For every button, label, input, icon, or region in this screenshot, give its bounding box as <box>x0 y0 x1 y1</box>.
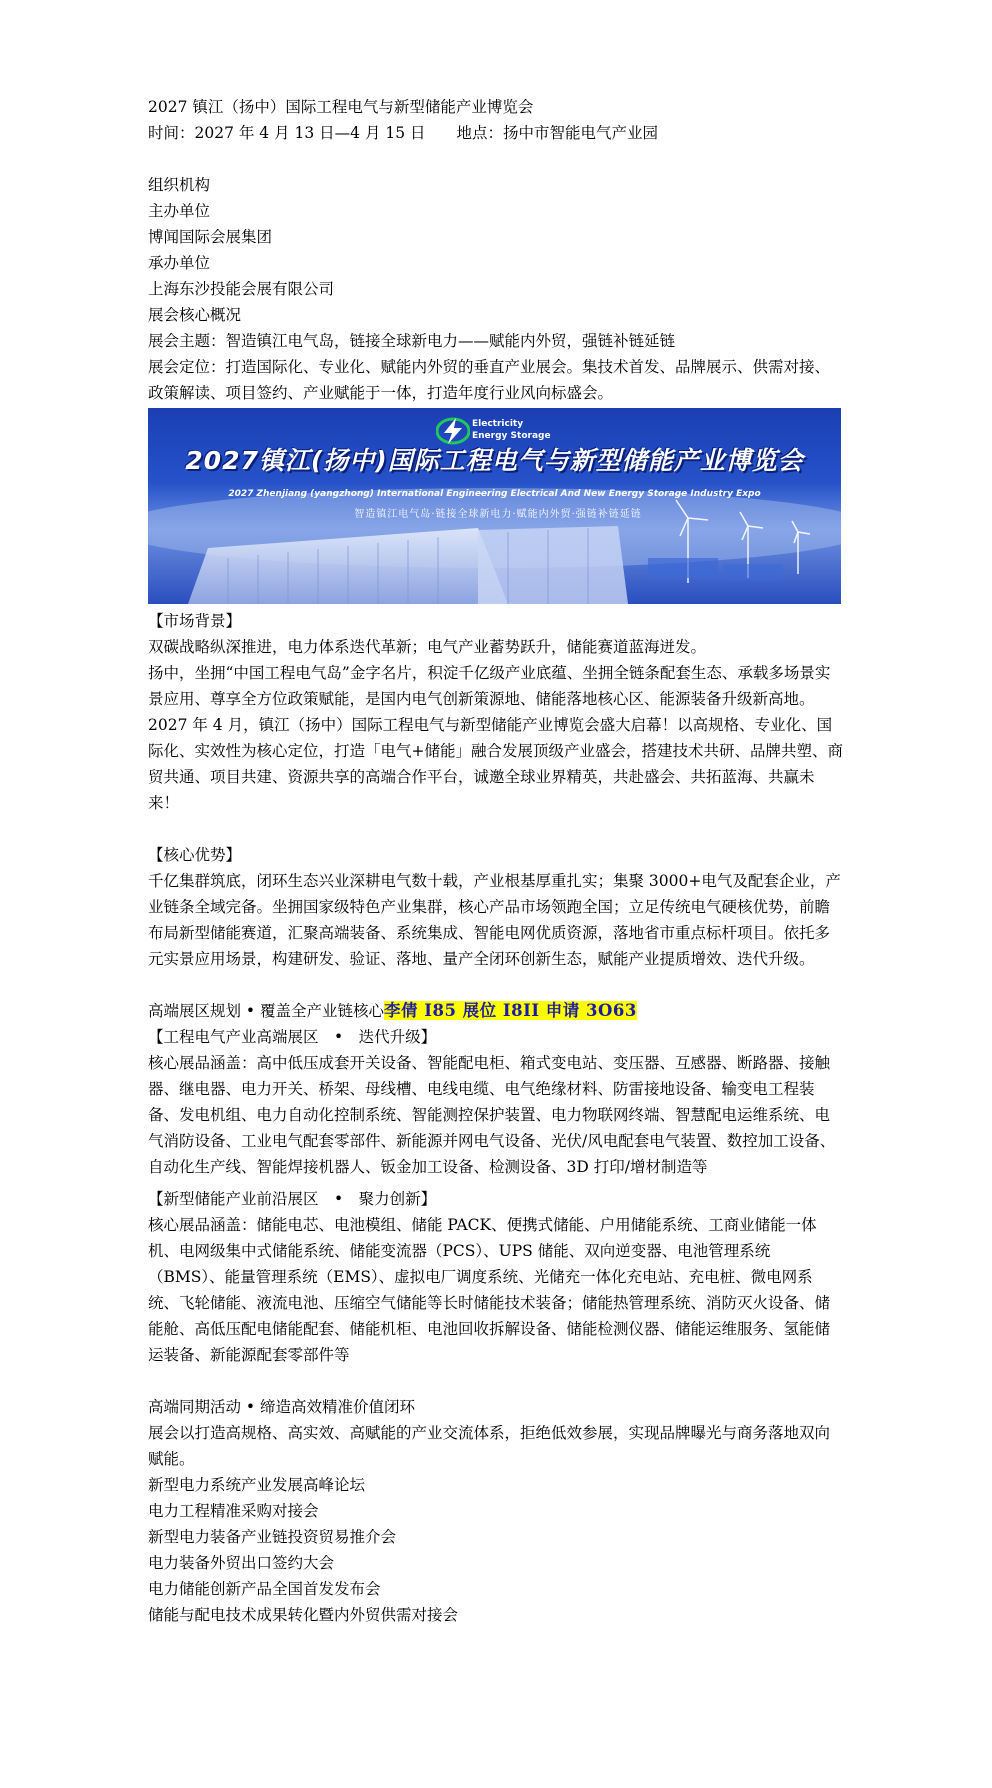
organizer-label: 承办单位 <box>148 254 211 272</box>
expo-banner-image <box>148 408 841 604</box>
org-heading: 组织机构 <box>148 176 211 194</box>
banner-subtitle: 2027 Zhenjiang (yangzhong) International Engineering Electrical And New Energy Storage Industry Expo <box>228 489 761 499</box>
organizer-name: 上海东沙投能会展有限公司 <box>148 280 335 298</box>
host-name: 博闻国际会展集团 <box>148 228 273 246</box>
advantage-paragraph: 千亿集群筑底，闭环生态兴业深耕电气数十载，产业根基厚重扎实；集聚 3000+电气及配套企业，产业链条全域完备。坐拥国家级特色产业集群，核心产品市场领跑全国；立足传统电气硬核优势，前瞻布局新型储能赛道，汇聚高端装备、系统集成、智能电网优质资源，落地省市重点标杆项目。依托多元实景应用场景，构建研发、验证、落地、量产全闭环创新生态，赋能产业提质增效、迭代升级。 <box>148 872 841 968</box>
expo-title: 2027 镇江（扬中）国际工程电气与新型储能产业博览会 <box>148 98 534 116</box>
time-place-line: 时间：2027 年 4 月 13 日—4 月 15 日 地点：扬中市智能电气产业园 <box>148 124 659 142</box>
event-item: 电力工程精准采购对接会 <box>148 1502 319 1520</box>
expo-logo <box>436 416 566 446</box>
host-label: 主办单位 <box>148 202 211 220</box>
overview-heading: 展会核心概况 <box>148 306 242 324</box>
zones-heading-line <box>148 998 843 1024</box>
document-body <box>148 94 843 1628</box>
banner-title: 2027镇江(扬中)国际工程电气与新型储能产业博览会 <box>185 446 804 475</box>
event-item: 新型电力系统产业发展高峰论坛 <box>148 1476 366 1494</box>
logo-line-1: Electricity <box>472 419 524 429</box>
zone-1-body: 核心展品涵盖：高中低压成套开关设备、智能配电柜、箱式变电站、变压器、互感器、断路器、接触器、继电器、电力开关、桥架、母线槽、电线电缆、电气绝缘材料、防雷接地设备、输变电工程装备、发电机组、电力自动化控制系统、智能测控保护装置、电力物联网终端、智慧配电运维系统、电气消防设备、工业电气配套零部件、新能源并网电气设备、光伏/风电配套电气装置、数控加工设备、自动化生产线、智能焊接机器人、钣金加工设备、检测设备、3D 打印/增材制造等 <box>148 1054 836 1176</box>
market-paragraph-2: 扬中，坐拥“中国工程电气岛”金字名片，积淀千亿级产业底蕴、坐拥全链条配套生态、承载多场景实景应用、尊享全方位政策赋能，是国内电气创新策源地、储能落地核心区、能源装备升级新高地。2027 年 4 月，镇江（扬中）国际工程电气与新型储能产业博览会盛大启幕！以高规格、专业化、国际化、实效性为核心定位，打造「电气+储能」融合发展顶级产业盛会，搭建技术共研、品牌共塑、商贸共通、项目共建、资源共享的高端合作平台，诚邀全球业界精英，共赴盛会、共拓蓝海、共赢未来！ <box>148 664 843 812</box>
market-paragraph-1: 双碳战略纵深推进，电力体系迭代革新；电气产业蓄势跃升，储能赛道蓝海迸发。 <box>148 638 707 656</box>
market-heading: 【市场背景】 <box>148 612 242 630</box>
event-item: 储能与配电技术成果转化暨内外贸供需对接会 <box>148 1606 459 1624</box>
zone-2-heading: 【新型储能产业前沿展区 • 聚力创新】 <box>148 1190 437 1208</box>
zones-heading: 高端展区规划 • 覆盖全产业链核心 <box>148 1002 384 1020</box>
events-intro: 展会以打造高规格、高实效、高赋能的产业交流体系，拒绝低效参展，实现品牌曝光与商务落地双向赋能。 <box>148 1424 831 1468</box>
expo-positioning: 展会定位：打造国际化、专业化、赋能内外贸的垂直产业展会。集技术首发、品牌展示、供需对接、政策解读、项目签约、产业赋能于一体，打造年度行业风向标盛会。 <box>148 358 831 402</box>
logo-line-2: Energy Storage <box>472 431 551 441</box>
zone-1-heading: 【工程电气产业高端展区 • 迭代升级】 <box>148 1028 437 1046</box>
lightning-bolt-icon <box>436 416 470 446</box>
events-heading: 高端同期活动 • 缔造高效精准价值闭环 <box>148 1398 415 1416</box>
advantage-heading: 【核心优势】 <box>148 846 242 864</box>
storage-container-right <box>478 526 628 604</box>
solar-panel-icon <box>648 558 718 578</box>
expo-theme: 展会主题：智造镇江电气岛，链接全球新电力——赋能内外贸，强链补链延链 <box>148 332 676 350</box>
zone-2-body: 核心展品涵盖：储能电芯、电池模组、储能 PACK、便携式储能、户用储能系统、工商业储能一体机、电网级集中式储能系统、储能变流器（PCS）、UPS 储能、双向逆变器、电池管理系统（BMS）、能量管理系统（EMS）、虚拟电厂调度系统、光储充一体化充电站、充电桩、微电网系统、飞轮储能、液流电池、压缩空气储能等长时储能技术装备；储能热管理系统、消防灭火设备、储能舱、高低压配电储能配套、储能机柜、电池回收拆解设备、储能检测仪器、储能运维服务、氢能储运装备、新能源配套零部件等 <box>148 1216 831 1364</box>
contact-highlight: 李倩 I85 展位 I8II 申请 3O63 <box>384 1001 637 1020</box>
event-item: 电力装备外贸出口签约大会 <box>148 1554 335 1572</box>
event-item: 新型电力装备产业链投资贸易推介会 <box>148 1528 397 1546</box>
event-item: 电力储能创新产品全国首发发布会 <box>148 1580 381 1598</box>
banner-slogan: 智造镇江电气岛·链接全球新电力·赋能内外贸·强链补链延链 <box>354 509 642 520</box>
